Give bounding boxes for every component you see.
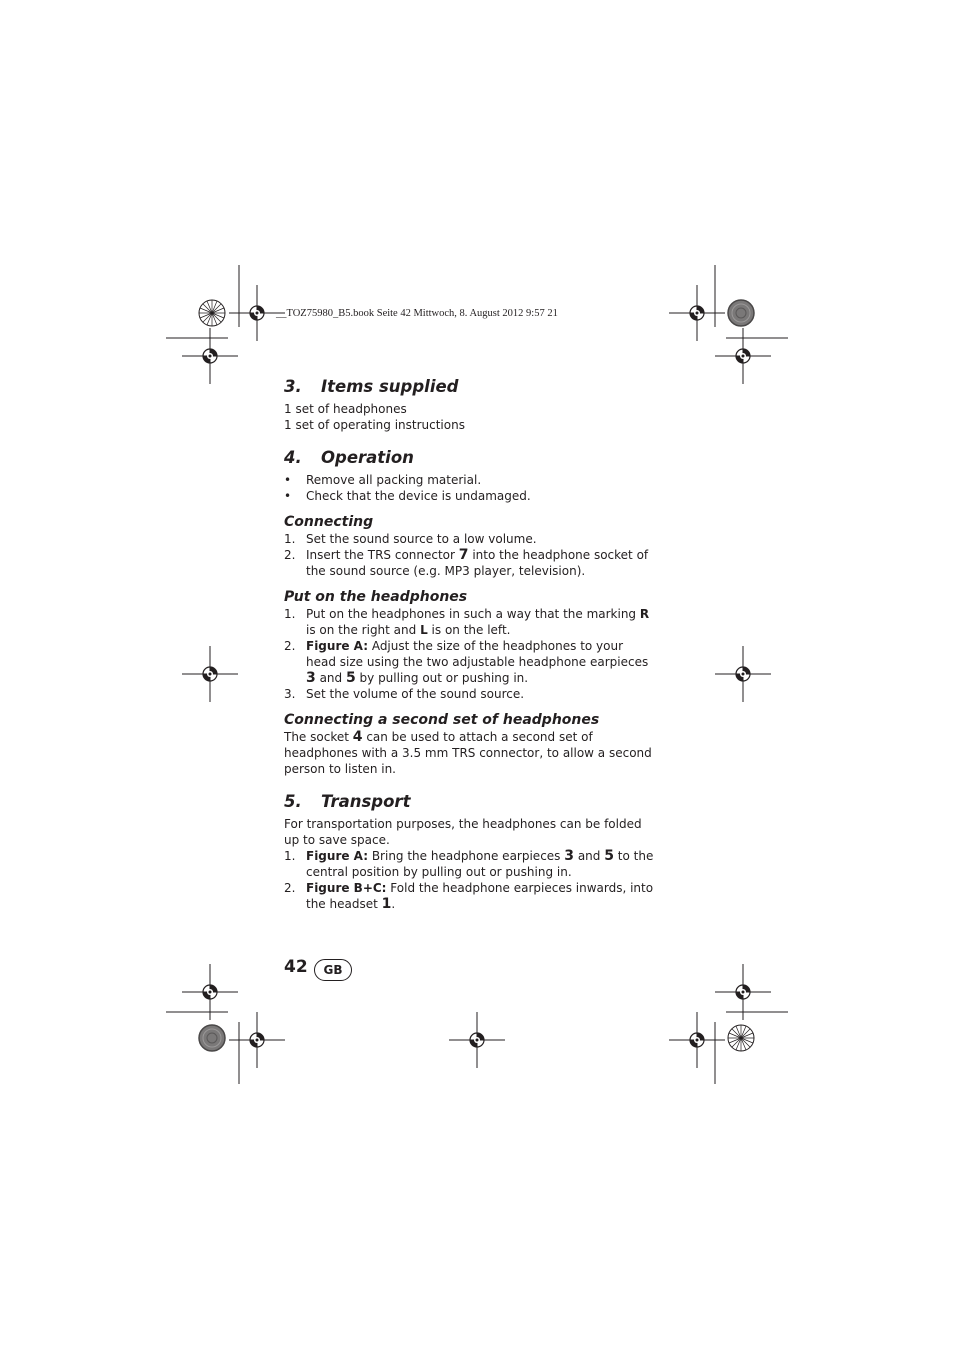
section-heading-transport: 5. Transport [284, 792, 411, 811]
connecting-steps [284, 531, 654, 579]
list-item: 3. Set the volume of the sound source. [284, 687, 525, 701]
transport-intro: For transportation purposes, the headphones can be folded up to save space. [284, 817, 642, 847]
items-line: 1 set of headphones [284, 402, 407, 416]
section-heading-operation: 4. Operation [284, 448, 414, 467]
put-on-steps [284, 606, 654, 702]
list-item: 2. Figure B+C: Fold the headphone earpieces inwards, into the headset 1. [284, 881, 654, 912]
list-item: 1. Figure A: Bring the headphone earpieces 3 and 5 to the central position by pulling out or pushing in. [284, 848, 654, 879]
print-header-info: __TOZ75980_B5.book Seite 42 Mittwoch, 8. August 2012 9:57 21 [276, 308, 558, 319]
list-item: 2. Insert the TRS connector 7 into the headphone socket of the sound source (e.g. MP3 player, television). [284, 547, 649, 578]
page-number: 42 [284, 957, 308, 977]
page-content [284, 376, 654, 912]
subheading-connecting: Connecting [284, 514, 374, 530]
operation-bullets [284, 472, 654, 504]
list-item: • Remove all packing material. [284, 473, 482, 487]
section-heading-items-supplied: 3. Items supplied [284, 377, 459, 396]
transport-steps [284, 848, 654, 912]
subheading-put-on-headphones: Put on the headphones [284, 589, 468, 605]
list-item: 1. Put on the headphones in such a way that the marking R is on the right and L is on the left. [284, 607, 650, 637]
list-item: 2. Figure A: Adjust the size of the headphones to your head size using the two adjustable headphone earpieces 3 and 5 by pulling out or pushing in. [284, 639, 649, 686]
language-badge: GB [314, 959, 352, 981]
list-item: 1. Set the sound source to a low volume. [284, 532, 537, 546]
items-line: 1 set of operating instructions [284, 418, 465, 432]
list-item: • Check that the device is undamaged. [284, 489, 531, 503]
subheading-second-set: Connecting a second set of headphones [284, 712, 600, 728]
second-set-text: The socket 4 can be used to attach a second set of headphones with a 3.5 mm TRS connector, to allow a second person to listen in. [284, 729, 652, 776]
